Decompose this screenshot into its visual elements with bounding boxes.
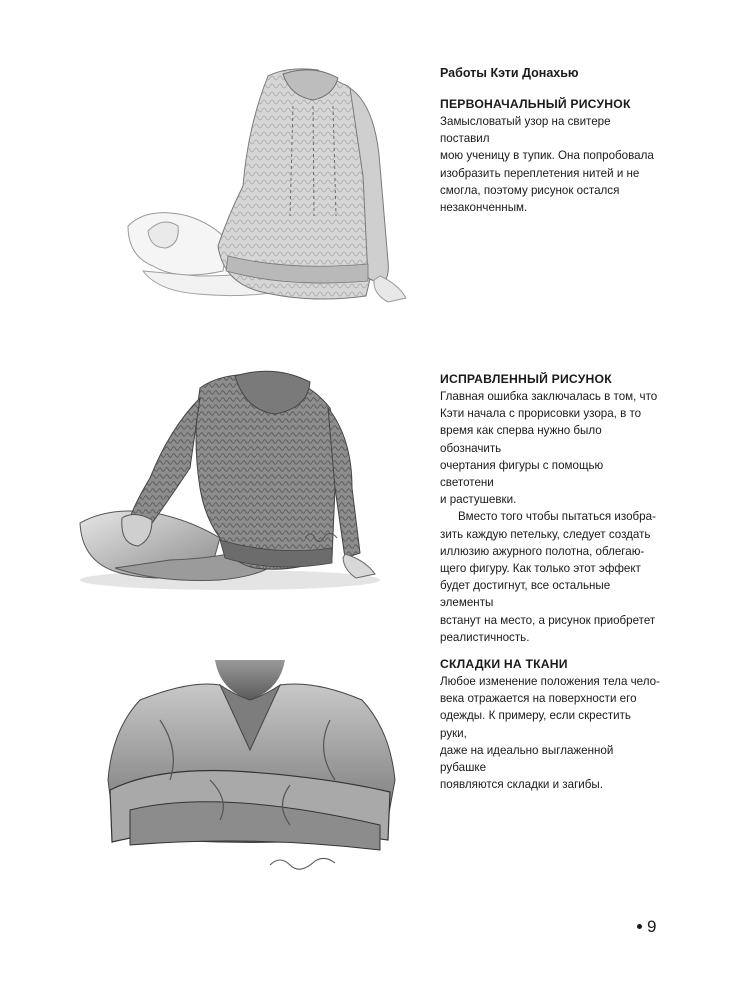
text-line: Кэти начала с прорисовки узора, в то — [440, 407, 642, 421]
text-line: Вместо того чтобы пытаться изобра- — [458, 510, 656, 524]
text-line: иллюзию ажурного полотна, облегаю- — [440, 544, 645, 558]
text-line: Главная ошибка заключалась в том, что — [440, 390, 658, 403]
unfinished-sweater-drawing — [118, 66, 408, 320]
text-line: незаконченным. — [440, 201, 528, 215]
section-corrected-drawing — [440, 371, 660, 646]
section-heading: СКЛАДКИ НА ТКАНИ — [440, 657, 568, 671]
page-number-text: 9 — [647, 917, 657, 936]
text-line: одежды. К примеру, если скрестить руки, — [440, 709, 631, 740]
crossed-arms-shirt-svg — [100, 660, 400, 890]
text-line: Любое изменение положения тела чело- — [440, 675, 660, 688]
text-line: мою ученицу в тупик. Она попробовала — [440, 149, 654, 163]
text-line: века отражается на поверхности его — [440, 692, 637, 706]
finished-sweater-drawing — [60, 368, 405, 596]
finished-sweater-svg — [60, 368, 405, 596]
bullet-icon — [637, 924, 642, 929]
section-heading: ИСПРАВЛЕННЫЙ РИСУНОК — [440, 372, 612, 386]
text-line: встанут на место, а рисунок приобретет — [440, 613, 656, 627]
text-line: реалистичность. — [440, 630, 530, 644]
section-fabric-folds — [440, 656, 660, 793]
text-line: изобразить переплетения нитей и не — [440, 166, 640, 180]
section-heading: ПЕРВОНАЧАЛЬНЫЙ РИСУНОК — [440, 97, 631, 111]
text-line: появляются складки и загибы. — [440, 778, 603, 792]
text-line: зить каждую петельку, следует создать — [440, 527, 651, 541]
text-line: Замысловатый узор на свитере поставил — [440, 115, 611, 146]
unfinished-sweater-svg — [118, 66, 408, 320]
text-line: и растушевки. — [440, 493, 517, 507]
section-original-drawing — [440, 96, 660, 216]
text-line: щего фигуру. Как только этот эффект — [440, 562, 641, 576]
page-number — [637, 917, 656, 937]
text-line: время как сперва нужно было обозначить — [440, 424, 602, 455]
text-line: очертания фигуры с помощью светотени — [440, 458, 604, 490]
text-line: будет достигнут, все остальные элементы — [440, 579, 611, 610]
text-line: смогла, поэтому рисунок остался — [440, 183, 620, 197]
gallery-title: Работы Кэти Донахью — [440, 66, 579, 80]
crossed-arms-shirt-drawing — [100, 660, 400, 890]
text-line: даже на идеально выглаженной рубашке — [440, 743, 614, 775]
